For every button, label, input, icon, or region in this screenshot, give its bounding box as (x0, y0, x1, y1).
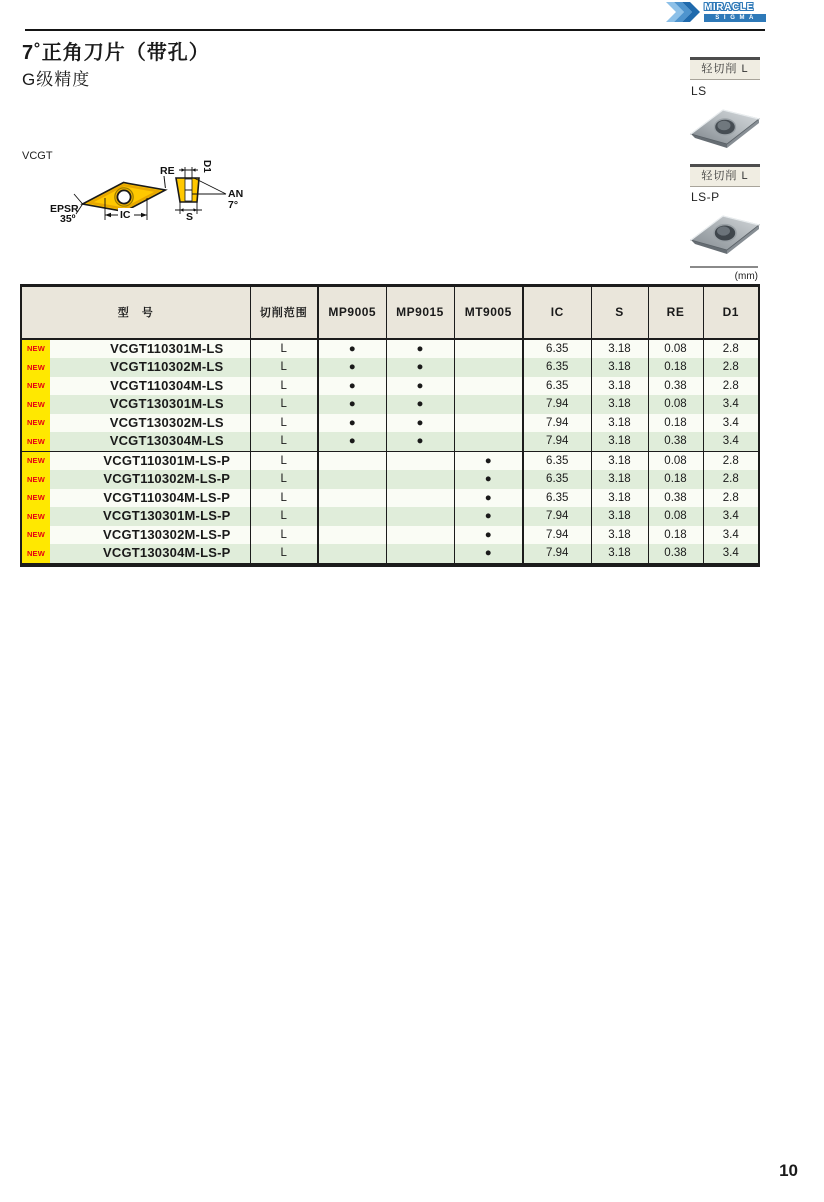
dim-s-value: 3.18 (591, 358, 648, 377)
grade-mt9005-dot: ● (454, 544, 523, 565)
model-name: VCGT130301M-LS (109, 396, 224, 411)
dim-ic-value: 7.94 (523, 507, 591, 526)
grade-mp9005-dot (318, 451, 386, 470)
cutting-range-value: L (250, 432, 318, 451)
machining-tag-lsp: 轻切削 L (690, 164, 760, 187)
table-row (21, 526, 759, 545)
dim-re-value: 0.08 (648, 451, 703, 470)
dim-d1-value: 3.4 (703, 544, 759, 565)
table-row (21, 507, 759, 526)
grade-mp9005-dot: ● (318, 432, 386, 451)
grade-mp9015-dot: ● (386, 358, 454, 377)
dim-re-value: 0.18 (648, 414, 703, 433)
an-label: AN (228, 188, 244, 200)
grade-mp9015-dot (386, 470, 454, 489)
dim-ic-value: 6.35 (523, 358, 591, 377)
dim-s-value: 3.18 (591, 432, 648, 451)
dim-re-value: 0.38 (648, 544, 703, 565)
grade-mt9005-dot (454, 395, 523, 414)
dim-d1-value: 2.8 (703, 377, 759, 396)
grade-mp9005-dot (318, 489, 386, 508)
header-divider (25, 29, 765, 31)
grade-mt9005-dot: ● (454, 470, 523, 489)
unit-note: (mm) (734, 271, 758, 282)
dim-ic-value: 6.35 (523, 470, 591, 489)
s-label: S (186, 211, 194, 223)
grade-mp9015-dot (386, 489, 454, 508)
grade-mp9005-dot: ● (318, 414, 386, 433)
new-badge: NEW (22, 414, 50, 433)
model-name: VCGT110302M-LS-P (103, 471, 231, 486)
dim-re-value: 0.08 (648, 339, 703, 359)
table-header-row (21, 286, 759, 339)
col-header-re: RE (648, 286, 703, 339)
model-name: VCGT130301M-LS-P (103, 508, 231, 523)
cutting-range-value: L (250, 470, 318, 489)
cutting-range-value: L (250, 358, 318, 377)
dim-s-value: 3.18 (591, 414, 648, 433)
cutting-range-value: L (250, 544, 318, 565)
dim-re-value: 0.38 (648, 377, 703, 396)
grade-label-ls: LS (691, 84, 707, 98)
dim-d1-value: 3.4 (703, 432, 759, 451)
table-row (21, 339, 759, 359)
page-title: 7˚正角刀片（带孔） (22, 42, 210, 64)
machining-tag-ls: 轻切削 L (690, 57, 760, 80)
dim-re-value: 0.08 (648, 507, 703, 526)
grade-mp9015-dot: ● (386, 339, 454, 359)
brand-subname: S I G M A (704, 14, 766, 22)
grade-mt9005-dot (454, 339, 523, 359)
grade-mp9005-dot (318, 470, 386, 489)
grade-mt9005-dot (454, 358, 523, 377)
col-header-s: S (591, 286, 648, 339)
grade-mt9005-dot (454, 432, 523, 451)
brand-name: MIRACLE (704, 2, 754, 13)
grade-mt9005-dot: ● (454, 489, 523, 508)
cutting-range-value: L (250, 489, 318, 508)
dim-re-value: 0.18 (648, 358, 703, 377)
grade-mt9005-dot: ● (454, 507, 523, 526)
grade-mp9015-dot: ● (386, 377, 454, 396)
model-name: VCGT130304M-LS (109, 433, 224, 448)
grade-mp9015-dot: ● (386, 395, 454, 414)
table-row (21, 432, 759, 451)
dim-s-value: 3.18 (591, 451, 648, 470)
grade-label-lsp: LS-P (691, 190, 720, 204)
dim-d1-value: 3.4 (703, 395, 759, 414)
dim-s-value: 3.18 (591, 470, 648, 489)
insert-spec-table (20, 284, 760, 567)
grade-mp9005-dot (318, 526, 386, 545)
model-name: VCGT130302M-LS-P (103, 526, 231, 542)
col-header-d1: D1 (703, 286, 759, 339)
grade-mp9005-dot: ● (318, 339, 386, 359)
dim-re-value: 0.18 (648, 526, 703, 545)
cutting-range-value: L (250, 414, 318, 433)
dim-ic-value: 6.35 (523, 339, 591, 359)
cutting-range-value: L (250, 507, 318, 526)
dim-d1-value: 3.4 (703, 414, 759, 433)
grade-mp9005-dot (318, 544, 386, 565)
dim-re-value: 0.18 (648, 470, 703, 489)
cutting-range-value: L (250, 395, 318, 414)
grade-mp9005-dot (318, 507, 386, 526)
re-label: RE (160, 165, 175, 177)
cutting-range-value: L (250, 377, 318, 396)
dim-ic-value: 7.94 (523, 432, 591, 451)
dim-d1-value: 2.8 (703, 339, 759, 359)
an-angle: 7° (228, 199, 239, 211)
dim-d1-value: 2.8 (703, 470, 759, 489)
grade-mp9005-dot: ● (318, 377, 386, 396)
model-name: VCGT110304M-LS (110, 377, 224, 393)
dim-s-value: 3.18 (591, 377, 648, 396)
grade-mp9015-dot (386, 507, 454, 526)
new-badge: NEW (22, 395, 50, 414)
dim-s-value: 3.18 (591, 339, 648, 359)
grade-mt9005-dot: ● (454, 526, 523, 545)
grade-mp9015-dot: ● (386, 432, 454, 451)
table-row (21, 414, 759, 433)
d1-label: D1 (201, 160, 212, 173)
dim-re-value: 0.38 (648, 432, 703, 451)
cutting-range-value: L (250, 339, 318, 359)
table-row (21, 451, 759, 470)
page-number: 10 (779, 1161, 798, 1180)
dim-ic-value: 7.94 (523, 395, 591, 414)
dim-ic-value: 6.35 (523, 377, 591, 396)
col-header-mt9005: MT9005 (454, 286, 523, 339)
dim-ic-value: 6.35 (523, 451, 591, 470)
model-name: VCGT130302M-LS (109, 414, 224, 430)
new-badge: NEW (22, 470, 50, 489)
model-name: VCGT130304M-LS-P (103, 545, 231, 560)
epsr-label: EPSR (50, 203, 79, 215)
new-badge: NEW (22, 340, 50, 359)
dim-s-value: 3.18 (591, 507, 648, 526)
grade-mt9005-dot (454, 377, 523, 396)
new-badge: NEW (22, 452, 50, 471)
new-badge: NEW (22, 432, 50, 451)
grade-mp9005-dot: ● (318, 395, 386, 414)
table-row (21, 358, 759, 377)
table-row (21, 470, 759, 489)
table-row (21, 544, 759, 565)
table-row (21, 489, 759, 508)
col-header-ic: IC (523, 286, 591, 339)
dim-ic-value: 7.94 (523, 526, 591, 545)
new-badge: NEW (22, 507, 50, 526)
table-row (21, 377, 759, 396)
model-name: VCGT110302M-LS (110, 359, 224, 374)
unit-divider (690, 266, 758, 268)
epsr-angle: 35º (60, 213, 76, 225)
model-name: VCGT110304M-LS-P (103, 489, 231, 505)
page-subtitle: G级精度 (22, 70, 91, 89)
ic-label: IC (120, 209, 131, 221)
grade-mt9005-dot: ● (454, 451, 523, 470)
insert-table-body (21, 339, 759, 565)
grade-mp9015-dot: ● (386, 414, 454, 433)
insert-series-label: VCGT (22, 150, 53, 162)
dim-d1-value: 2.8 (703, 489, 759, 508)
col-header-range: 切削范围 (250, 286, 318, 339)
model-name: VCGT110301M-LS (110, 340, 224, 356)
brand-logo (666, 2, 766, 22)
dim-s-value: 3.18 (591, 544, 648, 565)
new-badge: NEW (22, 544, 50, 563)
table-row (21, 395, 759, 414)
dim-s-value: 3.18 (591, 395, 648, 414)
grade-mt9005-dot (454, 414, 523, 433)
grade-mp9005-dot: ● (318, 358, 386, 377)
new-badge: NEW (22, 489, 50, 508)
ls-insert-photo (687, 103, 763, 151)
col-header-mp9015: MP9015 (386, 286, 454, 339)
lsp-insert-photo (687, 209, 763, 257)
cutting-range-value: L (250, 526, 318, 545)
grade-mp9015-dot (386, 526, 454, 545)
model-name: VCGT110301M-LS-P (103, 452, 231, 468)
grade-mp9015-dot (386, 544, 454, 565)
dim-d1-value: 3.4 (703, 526, 759, 545)
new-badge: NEW (22, 358, 50, 377)
dim-ic-value: 7.94 (523, 414, 591, 433)
dim-d1-value: 3.4 (703, 507, 759, 526)
dim-d1-value: 2.8 (703, 358, 759, 377)
chevron-icon (666, 2, 702, 22)
new-badge: NEW (22, 526, 50, 545)
dim-ic-value: 6.35 (523, 489, 591, 508)
cutting-range-value: L (250, 451, 318, 470)
col-header-model: 型 号 (21, 286, 250, 339)
grade-mp9015-dot (386, 451, 454, 470)
dim-ic-value: 7.94 (523, 544, 591, 565)
dim-re-value: 0.08 (648, 395, 703, 414)
dim-s-value: 3.18 (591, 489, 648, 508)
dim-re-value: 0.38 (648, 489, 703, 508)
new-badge: NEW (22, 377, 50, 396)
dim-s-value: 3.18 (591, 526, 648, 545)
insert-drawing (42, 156, 252, 236)
dim-d1-value: 2.8 (703, 451, 759, 470)
col-header-mp9005: MP9005 (318, 286, 386, 339)
